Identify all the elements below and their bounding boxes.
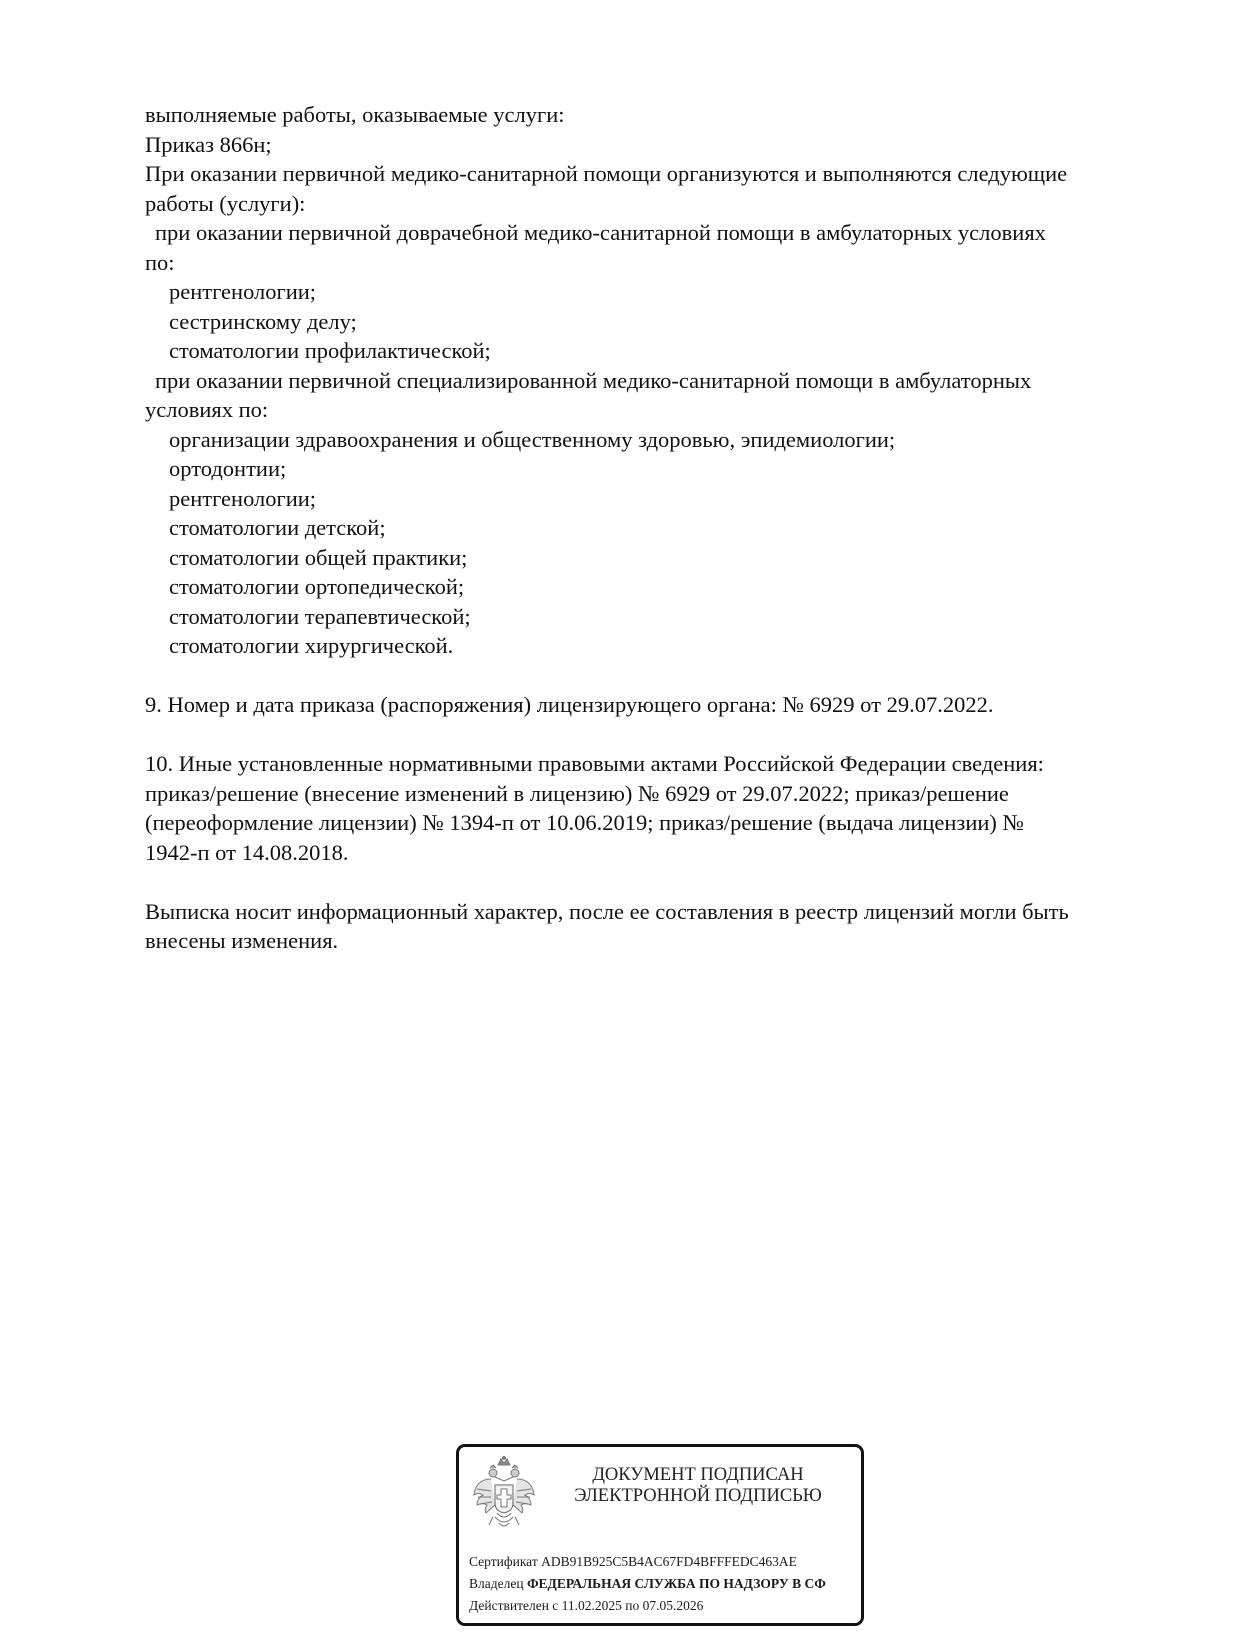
- document-body: [145, 100, 1155, 956]
- doc-line: при оказании первичной доврачебной медико-санитарной помощи в амбулаторных условиях: [155, 220, 1046, 245]
- doc-line: работы (услуги):: [145, 190, 306, 216]
- stamp-details: [469, 1551, 864, 1617]
- list-item: стоматологии терапевтической;: [169, 603, 471, 629]
- disclaimer-line: Выписка носит информационный характер, после ее составления в реестр лицензий могли быть: [145, 898, 1069, 924]
- list-item: стоматологии ортопедической;: [169, 574, 465, 599]
- doc-line: условиях по:: [145, 397, 269, 422]
- doc-line: по:: [145, 249, 175, 275]
- section-9: 9. Номер и дата приказа (распоряжения) лицензирующего органа: № 6929 от 29.07.2022.: [145, 692, 994, 717]
- stamp-title-line: ДОКУМЕНТ ПОДПИСАН: [592, 1465, 804, 1485]
- validity-row: Действителен с 11.02.2025 по 07.05.2026: [469, 1598, 704, 1613]
- owner-value: ФЕДЕРАЛЬНАЯ СЛУЖБА ПО НАДЗОРУ В СФ: [526, 1576, 826, 1591]
- spacer: [145, 720, 1155, 750]
- disclaimer: [145, 897, 1155, 956]
- section-10-line: приказ/решение (внесение изменений в лицензию) № 6929 от 29.07.2022; приказ/решение: [145, 780, 1009, 806]
- spacer: [145, 661, 1155, 691]
- stamp-title: [543, 1465, 853, 1507]
- list-item: рентгенологии;: [169, 485, 317, 511]
- russian-coat-of-arms-icon: [471, 1455, 537, 1531]
- section-10-line: 10. Иные установленные нормативными правовыми актами Российской Федерации сведения:: [145, 751, 1044, 776]
- spacer: [145, 867, 1155, 897]
- list-item: стоматологии детской;: [169, 515, 386, 540]
- section-10-line: (переоформление лицензии) № 1394-п от 10.06.2019; приказ/решение (выдача лицензии) №: [145, 810, 1024, 835]
- list-item: стоматологии профилактической;: [169, 338, 491, 363]
- owner-label: Владелец: [469, 1576, 524, 1591]
- section-10-line: 1942-п от 14.08.2018.: [145, 839, 349, 865]
- certificate-value: ADB91B925C5B4AC67FD4BFFFEDC463AE: [541, 1554, 797, 1569]
- electronic-signature-stamp: [456, 1444, 864, 1626]
- list-item: рентгенологии;: [169, 279, 317, 304]
- certificate-label: Сертификат: [469, 1554, 538, 1569]
- certificate-row: [469, 1551, 864, 1573]
- owner-row: [469, 1573, 864, 1595]
- list-item: ортодонтии;: [169, 456, 287, 481]
- list-item: стоматологии общей практики;: [169, 544, 468, 570]
- doc-line: Приказ 866н;: [145, 131, 272, 157]
- disclaimer-line: внесены изменения.: [145, 928, 339, 953]
- doc-line: При оказании первичной медико-санитарной помощи организуются и выполняются следующие: [145, 161, 1068, 186]
- list-item: сестринскому делу;: [169, 308, 357, 334]
- doc-line: при оказании первичной специализированной медико-санитарной помощи в амбулаторных: [155, 367, 1032, 393]
- list-item: стоматологии хирургической.: [169, 633, 454, 658]
- doc-line: выполняемые работы, оказываемые услуги:: [145, 102, 565, 127]
- section-10: [145, 749, 1155, 867]
- list-item: организации здравоохранения и общественному здоровью, эпидемиологии;: [169, 426, 896, 452]
- stamp-title-line: ЭЛЕКТРОННОЙ ПОДПИСЬЮ: [574, 1486, 822, 1506]
